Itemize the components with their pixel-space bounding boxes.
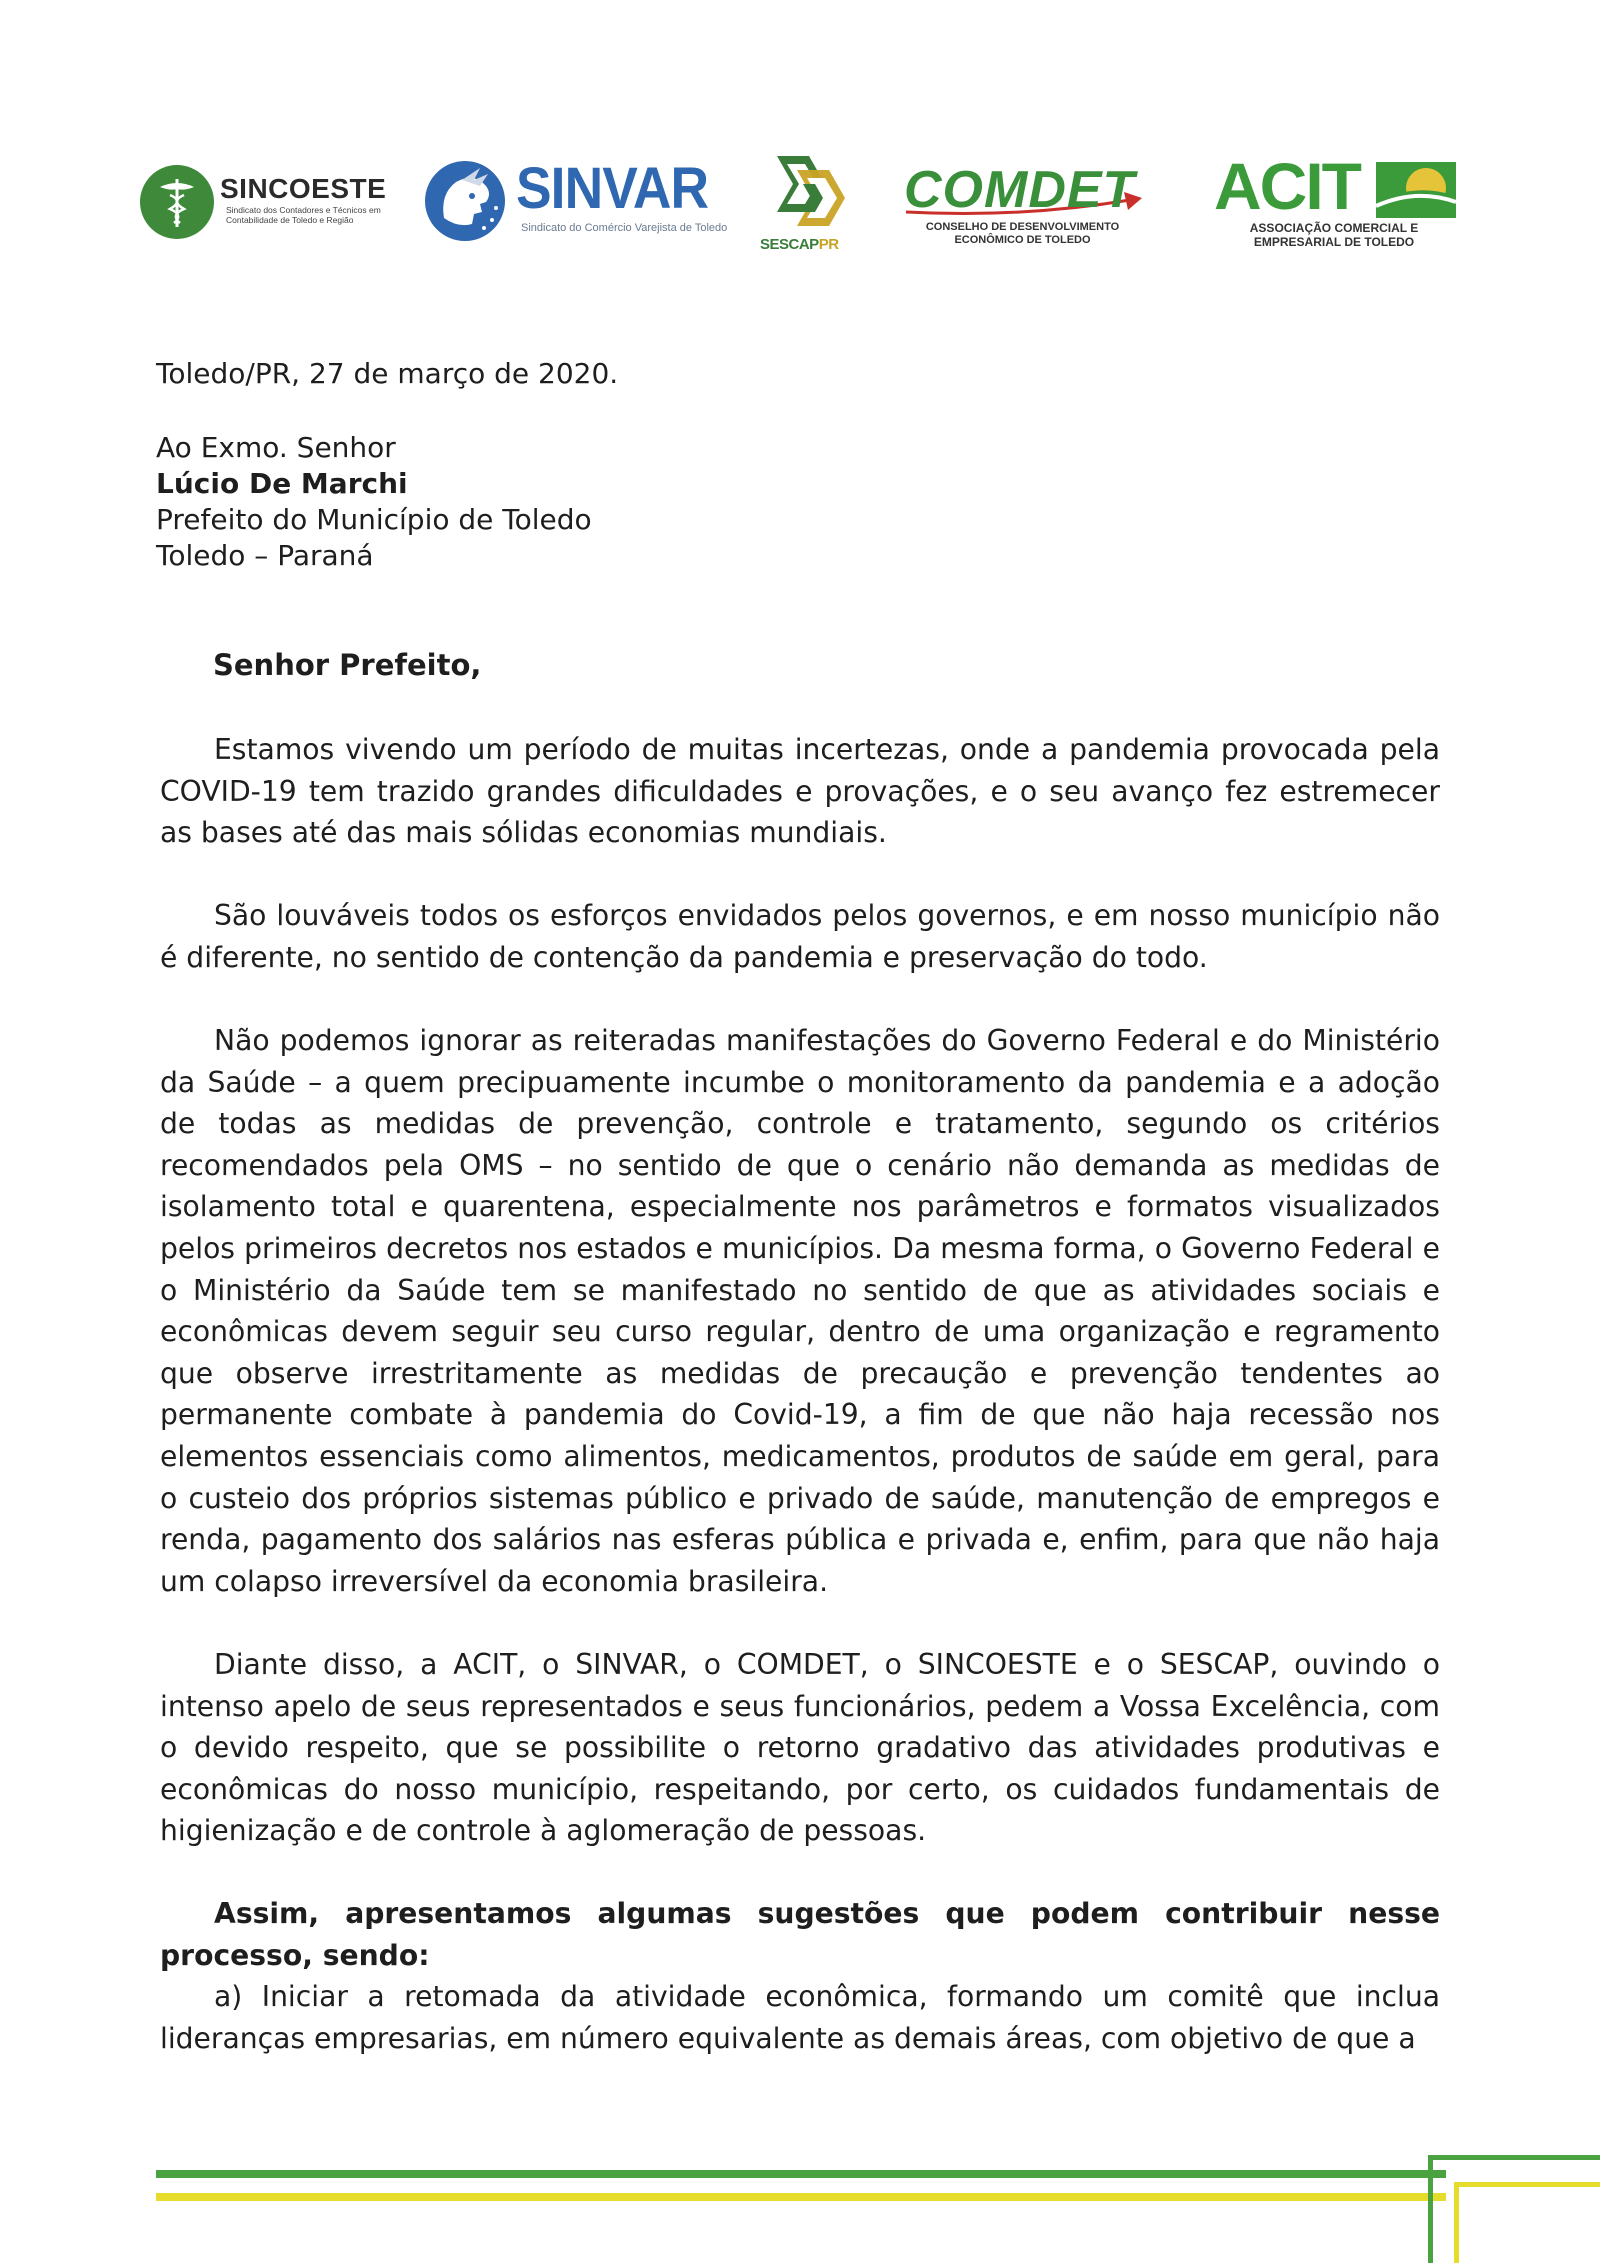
paragraph-3 — [160, 1020, 1440, 1602]
sinvar-subtitle: Sindicato do Comércio Varejista de Toledo — [521, 222, 728, 234]
footer-yellow-corner-side — [1454, 2182, 1459, 2263]
sincoeste-name: SINCOESTE — [220, 173, 387, 204]
sescap-chevron-icon — [763, 150, 853, 240]
footer-green-corner-top — [1428, 2155, 1600, 2160]
recipient-salutation: Ao Exmo. Senhor — [156, 431, 396, 464]
comdet-subtitle: CONSELHO DE DESENVOLVIMENTO ECONÔMICO DE TOLEDO — [925, 221, 1120, 246]
recipient-name: Lúcio De Marchi — [156, 467, 408, 500]
acit-name: ACIT — [1214, 149, 1360, 223]
date-line: Toledo/PR, 27 de março de 2020. — [156, 357, 619, 390]
acit-sun-icon — [1376, 162, 1456, 218]
header-logos — [0, 0, 1600, 300]
mercury-head-icon — [422, 158, 508, 244]
paragraph-2 — [160, 895, 1440, 978]
footer-yellow-corner-top — [1454, 2182, 1600, 2187]
suggestions-intro-text: Assim, apresentamos algumas sugestões que podem contribuir nesse processo, sendo: — [160, 1897, 1440, 1972]
caduceus-icon — [140, 165, 214, 239]
sinvar-name: SINVAR — [516, 156, 709, 221]
greeting: Senhor Prefeito, — [213, 648, 482, 682]
item-a — [160, 1976, 1440, 2059]
footer-green-bar — [156, 2170, 1446, 2178]
sincoeste-subtitle: Sindicato dos Contadores e Técnicos em Contabilidade de Toledo e Região — [226, 205, 381, 225]
item-a-text: a) Iniciar a retomada da atividade econômica, formando um comitê que inclua lideranças empresarias, em número equivalente as demais áreas, com objetivo de que a — [160, 1980, 1440, 2055]
comdet-name: COMDET — [904, 161, 1136, 219]
paragraph-3-text: Não podemos ignorar as reiteradas manifestações do Governo Federal e do Ministério da Saúde – a quem precipuamente incumbe o monitoramento da pandemia e a adoção de todas as medidas de prevenção, controle e tratamento, segundo os critérios recomendados pela OMS – no sentido de que o cenário não demanda as medidas de isolamento total e quarentena, especialmente nos parâmetros e formatos visualizados pelos primeiros decretos nos estados e municípios. Da mesma forma, o Governo Federal e o Ministério da Saúde tem se manifestado no sentido de que as atividades sociais e econômicas devem seguir seu curso regular, dentro de uma organização e regramento que observe irrestritamente as medidas de precaução e prevenção tendentes ao permanente combate à pandemia do Covid-19, a fim de que não haja recessão nos elementos essenciais como alimentos, medicamentos, produtos de saúde em geral, para o custeio dos próprios sistemas público e privado de saúde, manutenção de empregos e renda, pagamento dos salários nas esferas pública e privada e, enfim, para que não haja um colapso irreversível da economia brasileira. — [160, 1024, 1440, 1598]
sescap-name-text: SESCAP — [760, 236, 819, 253]
paragraph-1 — [160, 729, 1440, 854]
sescap-name — [760, 236, 839, 253]
footer-yellow-bar — [156, 2193, 1446, 2201]
recipient-title: Prefeito do Município de Toledo — [156, 503, 592, 536]
acit-subtitle: ASSOCIAÇÃO COMERCIAL E EMPRESARIAL DE TOLEDO — [1249, 221, 1419, 249]
recipient-location: Toledo – Paraná — [156, 539, 374, 572]
paragraph-1-text: Estamos vivendo um período de muitas incertezas, onde a pandemia provocada pela COVID-19 tem trazido grandes dificuldades e provações, e o seu avanço fez estremecer as bases até das mais sólidas economias mundiais. — [160, 733, 1440, 850]
paragraph-4-text: Diante disso, a ACIT, o SINVAR, o COMDET, o SINCOESTE e o SESCAP, ouvindo o intenso apelo de seus representados e seus funcionários, pedem a Vossa Excelência, com o devido respeito, que se possibilite o retorno gradativo das atividades produtivas e econômicas do nosso município, respeitando, por certo, os cuidados fundamentais de higienização e de controle à aglomeração de pessoas. — [160, 1648, 1440, 1848]
paragraph-2-text: São louváveis todos os esforços envidados pelos governos, e em nosso município não é diferente, no sentido de contenção da pandemia e preservação do todo. — [160, 899, 1440, 974]
suggestions-intro — [160, 1893, 1440, 1976]
sescap-suffix: PR — [818, 236, 839, 253]
footer-green-corner-side — [1428, 2155, 1433, 2263]
paragraph-4 — [160, 1644, 1440, 1852]
